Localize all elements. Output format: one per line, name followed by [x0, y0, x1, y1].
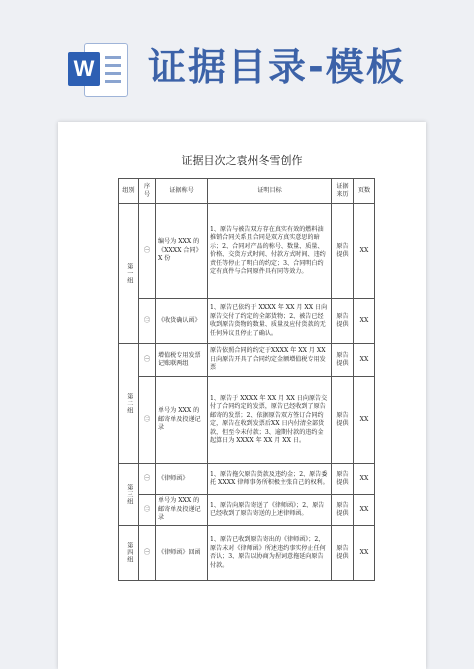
page-title: 证据目录-模板 — [148, 45, 406, 89]
column-header: 页数 — [354, 179, 375, 204]
page-header — [0, 0, 474, 122]
column-header: 证据来历 — [332, 179, 354, 204]
page-count: XX — [354, 377, 375, 464]
evidence-name: 《收货确认函》 — [156, 299, 208, 344]
evidence-name: 单号为 XXX 的邮寄单及投递记录 — [156, 377, 208, 464]
evidence-table — [118, 178, 375, 581]
group-label: 第四组 — [119, 526, 139, 581]
table-row — [119, 495, 375, 526]
evidence-source: 原告提供 — [332, 526, 354, 581]
page-count: XX — [354, 495, 375, 526]
table-row — [119, 344, 375, 377]
evidence-source: 原告提供 — [332, 377, 354, 464]
row-number: ㊀ — [139, 526, 156, 581]
evidence-goal: 1、原告向原告寄送了《律师函》；2、原告已经收到了原告寄送的上述律师函。 — [208, 495, 332, 526]
column-header: 证明目标 — [208, 179, 332, 204]
row-number: ㊁ — [139, 377, 156, 464]
table-row — [119, 299, 375, 344]
row-number: ㊁ — [139, 299, 156, 344]
evidence-goal: 1、原告已依约于 XXXX 年 XX 月 XX 日向原告交付了约定的全部货物；2、被告已经收到原告货物的数量、质量及应付货款的无任何异议且停止了确认。 — [208, 299, 332, 344]
row-number: ㊁ — [139, 495, 156, 526]
evidence-source: 原告提供 — [332, 344, 354, 377]
word-doc-icon — [68, 40, 128, 98]
page-count: XX — [354, 299, 375, 344]
word-letter: W — [68, 52, 100, 86]
evidence-name: 增值税专用发票记账联两组 — [156, 344, 208, 377]
table-row — [119, 464, 375, 495]
document-title: 证据目次之袁州冬雪创作 — [181, 154, 303, 167]
evidence-source: 原告提供 — [332, 495, 354, 526]
group-label: 第一组 — [119, 204, 139, 344]
table-row — [119, 204, 375, 299]
group-label: 第三组 — [119, 464, 139, 526]
evidence-goal: 原告依照合同的约定于XXXX 年 XX 月 XX 日向原告开具了合同约定金额增值税专用发票 — [208, 344, 332, 377]
group-label: 第二组 — [119, 344, 139, 464]
table-header-row — [119, 179, 375, 204]
evidence-goal: 1、原告于 XXXX 年 XX 月 XX 日向原告交付了合同约定的发票，原告已经收到了原告邮寄的发票；2、依据原告双方签订合同约定，原告在收到发票后XX 日内付清全部货款，但至今未付款；3、逾期付款的违约金起算日为 XXXX 年 XX 月 XX 日。 — [208, 377, 332, 464]
row-number: ㊀ — [139, 204, 156, 299]
evidence-name: 单号为 XXX 的邮寄单及投递记录 — [156, 495, 208, 526]
page-count: XX — [354, 464, 375, 495]
evidence-source: 原告提供 — [332, 204, 354, 299]
row-number: ㊀ — [139, 464, 156, 495]
row-number: ㊀ — [139, 344, 156, 377]
evidence-name: 编号为 XXX 的《XXXX 合同》X 份 — [156, 204, 208, 299]
column-header: 证据称号 — [156, 179, 208, 204]
column-header: 序号 — [139, 179, 156, 204]
column-header: 组别 — [119, 179, 139, 204]
evidence-goal: 1、原告拖欠原告货款及违约金；2、原告委托 XXXX 律师事务所积极主张自己的权利。 — [208, 464, 332, 495]
evidence-goal: 1、原告与被告双方存在真实有效的燃料油推销合同关系且合同是双方真实意思的暗示；2、合同对产品的称号、数量、质量、价格、交货方式时间、付款方式时间、违约责任等停止了明白的约定；3、合同明白约定有真件与合同原件具有同等效力。 — [208, 204, 332, 299]
evidence-source: 原告提供 — [332, 464, 354, 495]
evidence-name: 《律师函》 — [156, 464, 208, 495]
table-row — [119, 377, 375, 464]
page-count: XX — [354, 526, 375, 581]
page-count: XX — [354, 204, 375, 299]
evidence-goal: 1、原告已收到原告寄出的《律师函》；2、原告未对《律师函》所述违约事实停止任何否认；3、原告以协商为捏词意拖延向原告付款。 — [208, 526, 332, 581]
evidence-source: 原告提供 — [332, 299, 354, 344]
page-count: XX — [354, 344, 375, 377]
document-page — [58, 122, 426, 669]
table-row — [119, 526, 375, 581]
evidence-name: 《律师函》回函 — [156, 526, 208, 581]
